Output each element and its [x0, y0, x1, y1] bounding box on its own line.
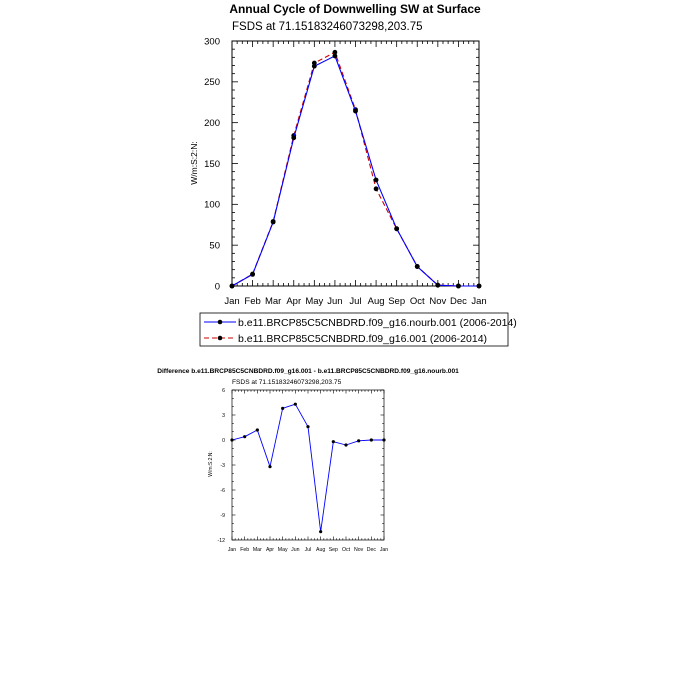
- plot-frame: [232, 41, 479, 286]
- data-point-s0-5: [333, 54, 338, 59]
- x-tick-label: Oct: [341, 547, 351, 553]
- x-tick-label: Jul: [304, 547, 312, 553]
- y-tick-label: 250: [204, 77, 220, 89]
- plot-frame: [232, 390, 384, 540]
- x-tick-label: Dec: [449, 296, 467, 307]
- data-point-s0-8: [332, 440, 335, 443]
- y-tick-label: -3: [220, 462, 225, 469]
- chart1-legend: [200, 313, 517, 346]
- data-point-s0-9: [415, 264, 420, 269]
- series-line-0: [232, 404, 384, 531]
- x-tick-label: Apr: [286, 296, 302, 307]
- data-point-s1-7: [374, 186, 379, 191]
- x-tick-label: Dec: [366, 547, 376, 553]
- y-tick-label: -12: [217, 537, 225, 544]
- data-point-s0-4: [281, 407, 284, 410]
- chart-difference: [157, 368, 459, 553]
- y-tick-label: 200: [204, 117, 220, 129]
- y-tick-label: 100: [204, 199, 220, 211]
- data-point-s0-7: [374, 178, 379, 183]
- series-line-1: [232, 52, 479, 286]
- x-tick-label: Mar: [264, 296, 282, 307]
- y-tick-label: 150: [204, 158, 220, 170]
- x-tick-label: Jan: [471, 296, 487, 307]
- x-tick-label: Jan: [224, 296, 240, 307]
- x-tick-label: Jun: [291, 547, 300, 553]
- x-tick-label: May: [305, 296, 324, 307]
- x-tick-label: Feb: [244, 296, 261, 307]
- y-tick-label: -6: [220, 487, 225, 494]
- data-point-s0-2: [256, 428, 259, 431]
- data-point-s0-6: [306, 425, 309, 428]
- y-tick-label: 50: [209, 240, 220, 252]
- data-point-s0-10: [435, 283, 440, 288]
- data-point-s0-3: [291, 135, 296, 140]
- chart1-title: Annual Cycle of Downwelling SW at Surface: [229, 2, 481, 16]
- x-tick-label: Aug: [367, 296, 385, 307]
- y-tick-label: 0: [214, 281, 220, 293]
- x-tick-label: Jun: [327, 296, 343, 307]
- data-point-s0-0: [230, 438, 233, 441]
- y-tick-label: -9: [220, 512, 225, 519]
- data-point-s0-9: [344, 443, 347, 446]
- data-point-s0-5: [294, 403, 297, 406]
- data-point-s0-8: [394, 226, 399, 231]
- data-point-s0-7: [319, 530, 322, 533]
- data-point-s0-2: [271, 220, 276, 225]
- data-point-s0-12: [477, 284, 482, 289]
- data-point-s0-1: [243, 435, 246, 438]
- legend-label-control: b.e11.BRCP85C5CNBDRD.f09_g16.001 (2006-2014): [238, 333, 488, 345]
- x-tick-label: Mar: [252, 547, 262, 553]
- data-point-s0-1: [250, 272, 255, 277]
- x-tick-label: Sep: [388, 296, 406, 307]
- x-tick-label: Jan: [227, 547, 237, 553]
- series-line-0: [232, 56, 479, 286]
- y-tick-label: 300: [204, 36, 220, 48]
- y-tick-label: 3: [222, 412, 225, 419]
- legend-swatch-marker-nourb: [218, 320, 223, 325]
- chart1-plot-area: [204, 36, 487, 307]
- chart2-subtitle: FSDS at 71.15183246073298,203.75: [232, 379, 342, 386]
- chart2-ylabel: W/m:S:2:N:: [208, 451, 214, 477]
- legend-swatch-marker-control: [218, 336, 223, 341]
- data-point-s0-0: [230, 284, 235, 289]
- x-tick-label: Apr: [265, 547, 275, 553]
- chart1-subtitle: FSDS at 71.15183246073298,203.75: [232, 21, 423, 33]
- data-point-s0-11: [456, 284, 461, 289]
- x-tick-label: Aug: [316, 547, 326, 553]
- chart2-title: Difference b.e11.BRCP85C5CNBDRD.f09_g16.001 - b.e11.BRCP85C5CNBDRD.f09_g16.nourb.001: [157, 368, 459, 375]
- x-tick-label: Jul: [349, 296, 362, 307]
- chart1-ylabel: W/m:S:2:N:: [189, 141, 199, 185]
- x-tick-label: Nov: [354, 547, 364, 553]
- x-tick-label: Feb: [240, 547, 250, 553]
- x-tick-label: Nov: [429, 296, 447, 307]
- x-tick-label: Sep: [328, 547, 338, 553]
- data-point-s0-4: [312, 64, 317, 69]
- legend-label-nourb: b.e11.BRCP85C5CNBDRD.f09_g16.nourb.001 (2006-2014): [238, 317, 517, 329]
- x-tick-label: May: [277, 547, 288, 553]
- data-point-s0-6: [353, 109, 358, 114]
- data-point-s0-12: [382, 438, 385, 441]
- y-tick-label: 6: [222, 387, 225, 394]
- data-point-s0-10: [357, 439, 360, 442]
- x-tick-label: Jan: [379, 547, 389, 553]
- y-tick-label: 0: [222, 437, 225, 444]
- chart-annual-cycle: [189, 2, 517, 346]
- data-point-s0-11: [370, 438, 373, 441]
- data-point-s0-3: [268, 465, 271, 468]
- chart2-plot-area: [218, 388, 389, 553]
- x-tick-label: Oct: [409, 296, 425, 307]
